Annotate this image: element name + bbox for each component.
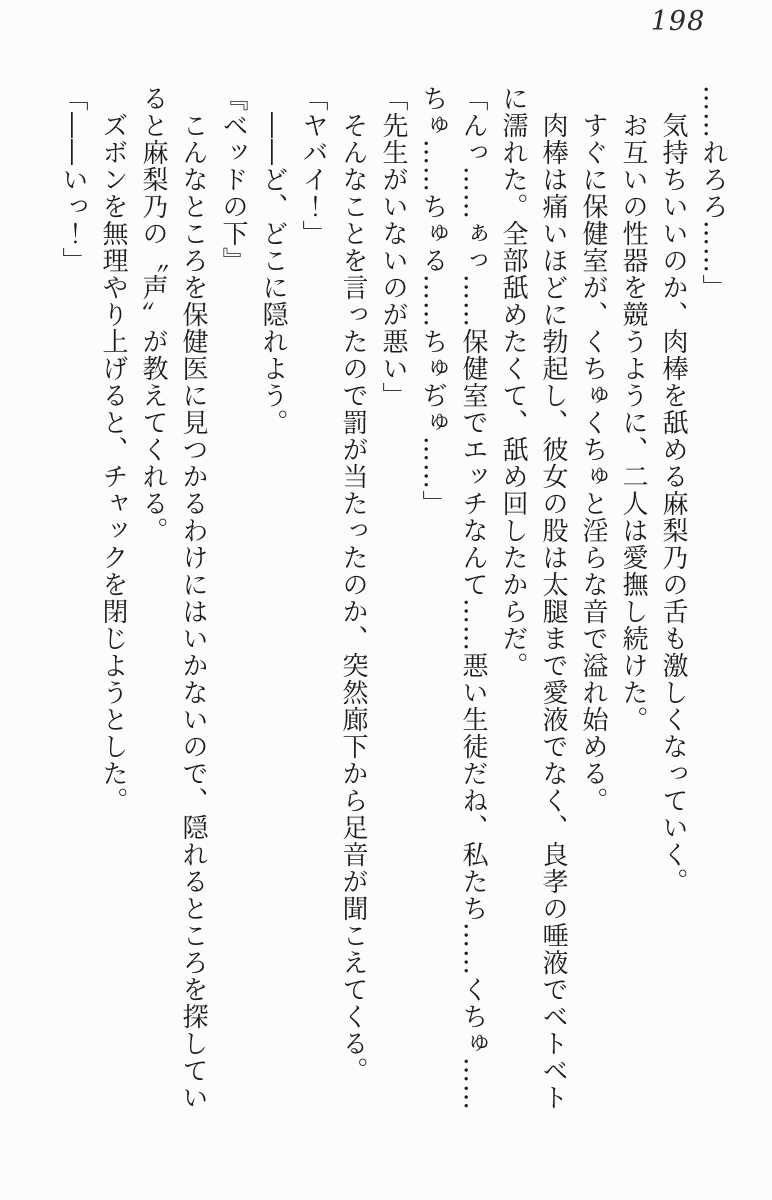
page-number: 198 bbox=[650, 6, 706, 37]
text-line: 「先生がいないのが悪い」 bbox=[378, 85, 408, 409]
text-line: 「んっ……ぁっ……保健室でエッチなんて……悪い生徒だね、私たち……くちゅ…… bbox=[458, 85, 488, 1111]
text-line: こんなところを保健医に見つかるわけにはいかないので、隠れるところを探してい bbox=[178, 85, 208, 1111]
text-line: ちゅ……ちゅる……ちゅぢゅ……」 bbox=[418, 85, 448, 517]
text-line: 「ヤバイ！」 bbox=[298, 85, 328, 247]
text-line: そんなことを言ったので罰が当たったのか、突然廊下から足音が聞こえてくる。 bbox=[338, 85, 368, 1084]
text-line: 「――いっ！」 bbox=[58, 85, 88, 274]
text-line: すぐに保健室が、くちゅくちゅと淫らな音で溢れ始める。 bbox=[578, 85, 608, 814]
text-line: お互いの性器を競うように、二人は愛撫し続けた。 bbox=[618, 85, 648, 733]
page-text bbox=[53, 85, 733, 1130]
text-line: 気持ちいいのか、肉棒を舐める麻梨乃の舌も激しくなっていく。 bbox=[658, 85, 688, 895]
text-line: ――ど、どこに隠れよう。 bbox=[258, 85, 288, 436]
text-line: 肉棒は痛いほどに勃起し、彼女の股は太腿まで愛液でなく、良孝の唾液でベトベト bbox=[538, 85, 568, 1111]
text-line: に濡れた。全部舐めたくて、舐め回したからだ。 bbox=[498, 85, 528, 679]
text-line: ると麻梨乃の〝声〟が教えてくれる。 bbox=[138, 85, 168, 544]
text-line: ……れろろ……」 bbox=[698, 85, 728, 301]
text-line: ズボンを無理やり上げると、チャックを閉じようとした。 bbox=[98, 85, 128, 814]
text-line: 『ベッドの下』 bbox=[218, 85, 248, 274]
